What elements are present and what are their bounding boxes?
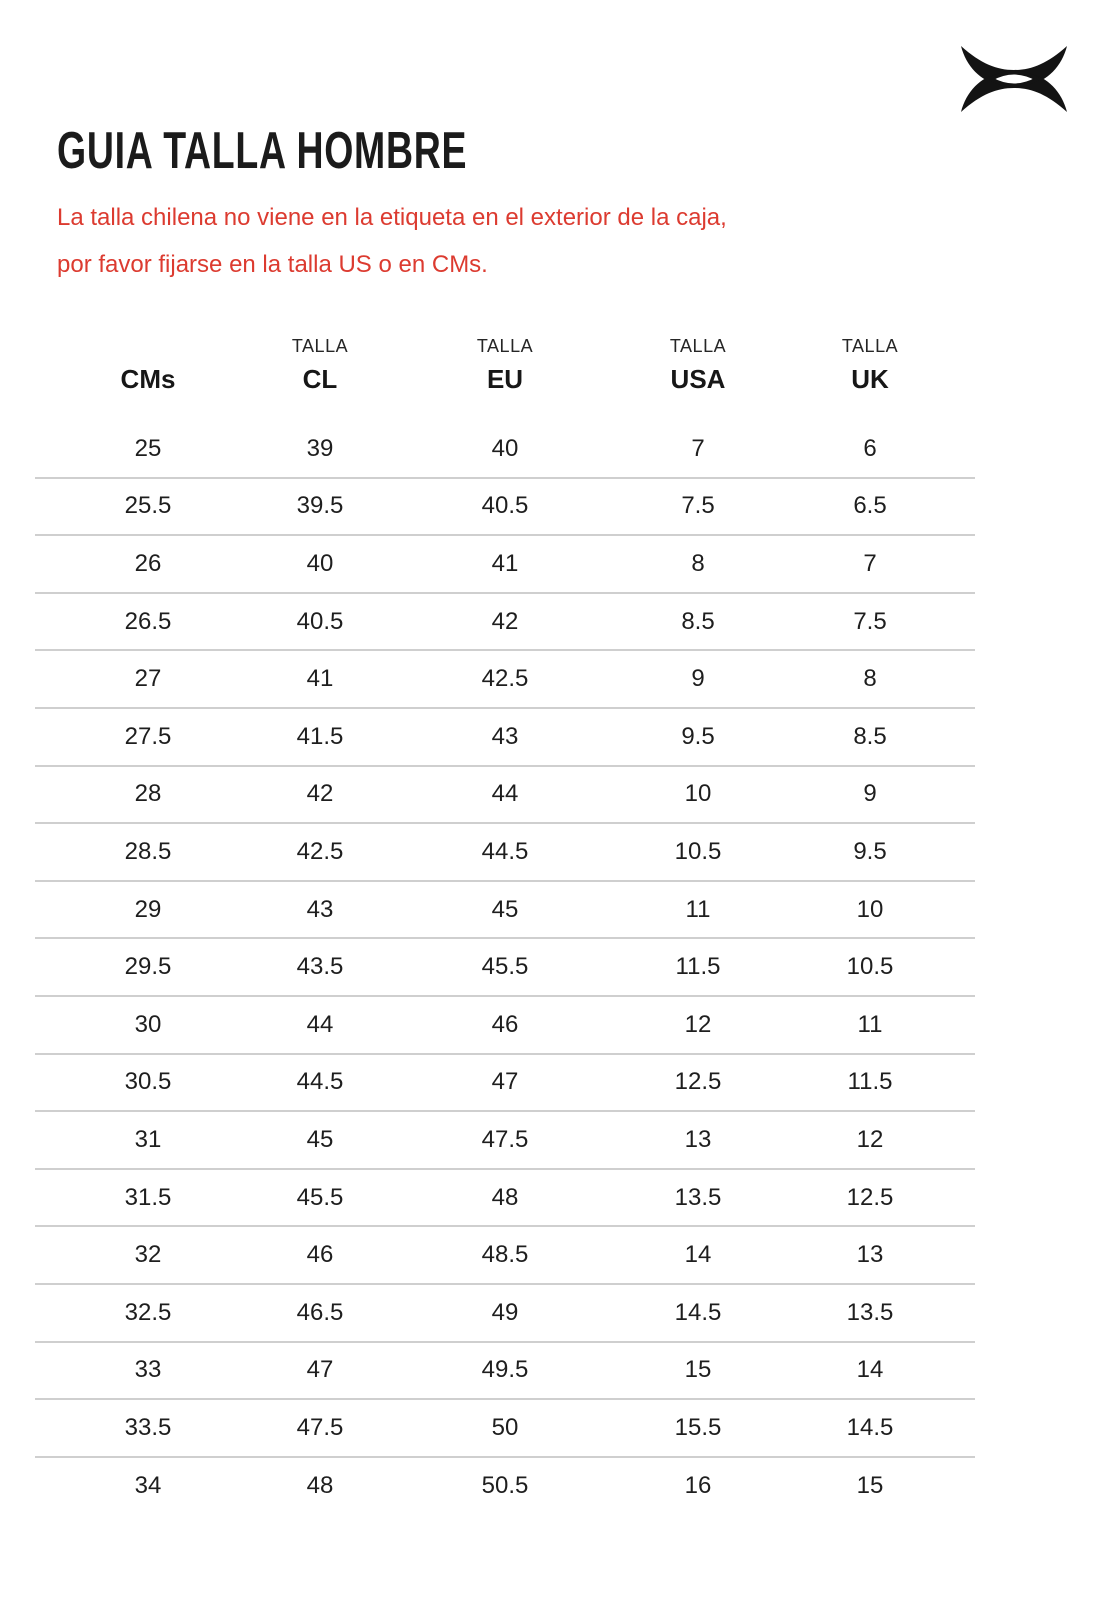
table-cell: 47.5: [481, 1125, 529, 1153]
table-cell: 31.5: [124, 1183, 172, 1211]
table-row: [35, 594, 975, 652]
table-cell: 25.5: [124, 492, 172, 520]
table-cell: 9: [691, 665, 705, 693]
column-header-top-label: TALLA: [291, 336, 349, 356]
column-header-label: EU: [486, 364, 524, 394]
table-cell: 42.5: [296, 837, 344, 865]
column-header-label: CL: [302, 364, 338, 394]
table-cell: 48: [491, 1183, 519, 1211]
table-cell: 29.5: [124, 953, 172, 981]
table-cell: 9: [863, 780, 877, 808]
column-header-label: UK: [851, 364, 889, 394]
table-cell: 30.5: [124, 1068, 172, 1096]
table-cell: 45.5: [296, 1183, 344, 1211]
table-cell: 41: [491, 549, 519, 577]
table-cell: 13: [684, 1125, 712, 1153]
table-row: [35, 1285, 975, 1343]
table-cell: 10: [684, 780, 712, 808]
table-cell: 12.5: [846, 1183, 894, 1211]
table-cell: 49: [491, 1298, 519, 1326]
table-row: [35, 536, 975, 594]
table-cell: 50: [491, 1413, 519, 1441]
table-cell: 46: [306, 1241, 334, 1269]
column-header-top-label: TALLA: [476, 336, 534, 356]
table-row: [35, 709, 975, 767]
disclaimer-text: [57, 194, 727, 288]
table-cell: 15: [856, 1472, 884, 1500]
table-cell: 32.5: [124, 1298, 172, 1326]
table-cell: 40.5: [296, 607, 344, 635]
table-cell: 10: [856, 895, 884, 923]
table-row: [35, 1343, 975, 1401]
table-cell: 15.5: [674, 1413, 722, 1441]
table-header-row: [35, 336, 975, 395]
table-cell: 7.5: [681, 492, 715, 520]
column-header-cl: [261, 336, 379, 395]
table-cell: 44.5: [296, 1068, 344, 1096]
table-cell: 7.5: [853, 607, 887, 635]
table-cell: 13.5: [846, 1298, 894, 1326]
table-cell: 13: [856, 1241, 884, 1269]
table-row: [35, 421, 975, 479]
table-cell: 13.5: [674, 1183, 722, 1211]
table-cell: 8: [691, 549, 705, 577]
table-cell: 40: [306, 549, 334, 577]
table-cell: 14: [856, 1356, 884, 1384]
table-cell: 14.5: [674, 1298, 722, 1326]
table-cell: 25: [134, 434, 162, 462]
table-row: [35, 1458, 975, 1516]
table-cell: 10.5: [846, 953, 894, 981]
table-row: [35, 1170, 975, 1228]
table-cell: 45: [306, 1125, 334, 1153]
table-cell: 6: [863, 434, 877, 462]
table-cell: 14.5: [846, 1413, 894, 1441]
table-cell: 27.5: [124, 722, 172, 750]
table-cell: 45.5: [481, 953, 529, 981]
table-cell: 10.5: [674, 837, 722, 865]
table-cell: 39: [306, 434, 334, 462]
table-cell: 30: [134, 1010, 162, 1038]
table-cell: 47.5: [296, 1413, 344, 1441]
table-cell: 44: [491, 780, 519, 808]
table-cell: 47: [306, 1356, 334, 1384]
table-row: [35, 479, 975, 537]
table-cell: 34: [134, 1472, 162, 1500]
table-cell: 48: [306, 1472, 334, 1500]
table-cell: 41.5: [296, 722, 344, 750]
table-cell: 7: [691, 434, 705, 462]
table-row: [35, 651, 975, 709]
page-title: GUIA TALLA HOMBRE: [57, 122, 468, 180]
table-row: [35, 1112, 975, 1170]
table-cell: 50.5: [481, 1472, 529, 1500]
table-cell: 11.5: [847, 1068, 893, 1096]
column-header-label: USA: [670, 364, 726, 394]
table-cell: 11.5: [675, 953, 721, 981]
table-cell: 43: [306, 895, 334, 923]
table-cell: 45: [491, 895, 519, 923]
table-cell: 27: [134, 665, 162, 693]
table-cell: 47: [491, 1068, 519, 1096]
table-row: [35, 997, 975, 1055]
column-header-cms: [35, 336, 261, 395]
table-body: [35, 421, 975, 1515]
table-cell: 11: [685, 895, 711, 923]
table-cell: 9.5: [853, 837, 887, 865]
table-cell: 42: [491, 607, 519, 635]
table-cell: 6.5: [853, 492, 887, 520]
under-armour-logo-icon: [958, 44, 1070, 114]
column-header-uk: [765, 336, 975, 395]
table-cell: 43: [491, 722, 519, 750]
table-cell: 14: [684, 1241, 712, 1269]
table-cell: 26: [134, 549, 162, 577]
table-cell: 31: [134, 1125, 162, 1153]
table-cell: 8: [863, 665, 877, 693]
table-cell: 44.5: [481, 837, 529, 865]
table-row: [35, 767, 975, 825]
column-header-usa: [631, 336, 765, 395]
table-row: [35, 939, 975, 997]
column-header-top-label: TALLA: [841, 336, 899, 356]
table-cell: 12.5: [674, 1068, 722, 1096]
table-cell: 40.5: [481, 492, 529, 520]
table-row: [35, 882, 975, 940]
size-table: [35, 336, 975, 1515]
table-cell: 46.5: [296, 1298, 344, 1326]
table-cell: 33: [134, 1356, 162, 1384]
table-cell: 49.5: [481, 1356, 529, 1384]
table-cell: 7: [863, 549, 877, 577]
table-cell: 15: [684, 1356, 712, 1384]
table-cell: 42: [306, 780, 334, 808]
table-cell: 9.5: [681, 722, 715, 750]
table-cell: 39.5: [296, 492, 344, 520]
column-header-label: CMs: [120, 364, 176, 394]
table-cell: 28.5: [124, 837, 172, 865]
table-row: [35, 1055, 975, 1113]
table-cell: 16: [684, 1472, 712, 1500]
table-cell: 44: [306, 1010, 334, 1038]
table-cell: 8.5: [853, 722, 887, 750]
table-row: [35, 1227, 975, 1285]
table-cell: 43.5: [296, 953, 344, 981]
column-header-top-label: [35, 336, 261, 364]
table-cell: 41: [306, 665, 334, 693]
table-cell: 11: [857, 1010, 883, 1038]
table-cell: 46: [491, 1010, 519, 1038]
table-row: [35, 824, 975, 882]
table-cell: 26.5: [124, 607, 172, 635]
table-cell: 29: [134, 895, 162, 923]
disclaimer-line-1: La talla chilena no viene en la etiqueta en el exterior de la caja,: [57, 204, 727, 231]
table-cell: 12: [684, 1010, 712, 1038]
column-header-eu: [379, 336, 631, 395]
table-cell: 42.5: [481, 665, 529, 693]
table-cell: 28: [134, 780, 162, 808]
disclaimer-line-2: por favor fijarse en la talla US o en CMs.: [57, 251, 488, 278]
table-row: [35, 1400, 975, 1458]
table-cell: 12: [856, 1125, 884, 1153]
column-header-top-label: TALLA: [669, 336, 727, 356]
table-cell: 33.5: [124, 1413, 172, 1441]
table-cell: 32: [134, 1241, 162, 1269]
table-cell: 8.5: [681, 607, 715, 635]
table-cell: 48.5: [481, 1241, 529, 1269]
table-cell: 40: [491, 434, 519, 462]
